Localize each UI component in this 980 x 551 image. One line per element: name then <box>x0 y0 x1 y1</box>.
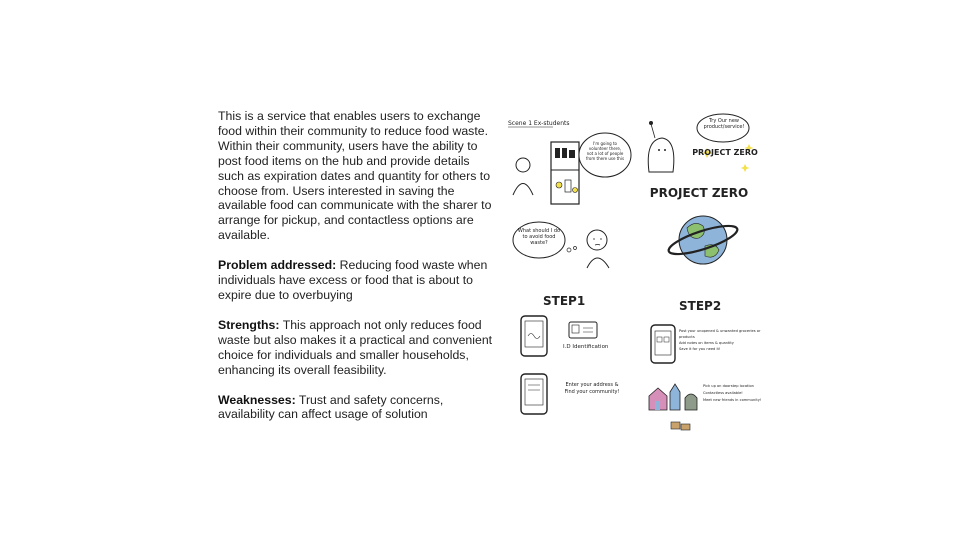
step2-item: Post your unopened & unwanted groceries or products <box>679 329 761 339</box>
steps-sketch <box>505 288 775 440</box>
step2-item: Add notes on items & quantity <box>679 341 734 345</box>
step2-item: Contactless available! <box>703 391 743 395</box>
promo-bubble-text: Try Our new product/service! <box>703 118 745 130</box>
mascot <box>648 138 674 172</box>
weaknesses-text: Trust and safety concerns, availability can affect usage of solution <box>218 392 444 422</box>
storyboard-sketch <box>505 110 633 275</box>
intro-paragraph: This is a service that enables users to exchange food within their community to reduce food waste. Within their community, users have the ability to post food items on the hub and provide details such as expiration dates and quantity for others to choose from. Users interested in saving the available food can communicate with the sharer to arrange for pickup, and contactless options are available. <box>218 109 492 243</box>
bubble-top-text: I'm going to volunteer there, not a lot of people from there use this <box>585 141 625 161</box>
project-zero-small-label: PROJECT ZERO <box>692 148 758 157</box>
weaknesses-paragraph <box>218 393 496 423</box>
id-card <box>569 322 597 338</box>
enter-address-text: Enter your address & Find your community! <box>564 382 620 395</box>
thinking-person-head <box>587 230 607 250</box>
step2-list-1 <box>679 328 771 352</box>
problem-label: Problem addressed: <box>218 258 337 273</box>
step1-title: STEP1 <box>543 294 586 308</box>
person-head <box>516 158 530 172</box>
step2-item: Meet new friends in community! <box>703 398 762 402</box>
tower-icon <box>670 384 680 410</box>
steps-panel <box>505 288 775 440</box>
problem-text: Reducing food waste when individuals have excess or food that is about to expire due to overbuying <box>218 258 488 302</box>
step2-list-2 <box>703 383 773 404</box>
box-icon <box>671 422 680 429</box>
project-zero-title: PROJECT ZERO <box>649 186 749 200</box>
step2-item: Save it for you need it! <box>679 347 721 351</box>
strengths-paragraph <box>218 318 496 378</box>
strengths-text: This approach not only reduces food waste but also makes it a practical and convenient choice for individuals and smaller households, enhancing its overall feasibility. <box>218 317 493 377</box>
bubble-bottom-text: What should I do to avoid food waste? <box>517 228 561 246</box>
project-zero-panel <box>637 110 762 275</box>
scene-title: Scene 1 Ex-students <box>508 120 570 127</box>
description-column <box>218 109 496 437</box>
id-label: I.D Identification <box>563 344 609 350</box>
problem-paragraph <box>218 258 496 303</box>
step2-title: STEP2 <box>679 299 722 313</box>
weaknesses-label: Weaknesses: <box>218 392 296 407</box>
globe-icon <box>679 216 727 264</box>
strengths-label: Strengths: <box>218 317 280 332</box>
storyboard-panel <box>505 110 633 275</box>
person-body <box>513 184 533 196</box>
building-icon <box>685 394 697 410</box>
step2-item: Pick up on doorstep location <box>703 384 754 388</box>
project-zero-sketch <box>637 110 762 275</box>
